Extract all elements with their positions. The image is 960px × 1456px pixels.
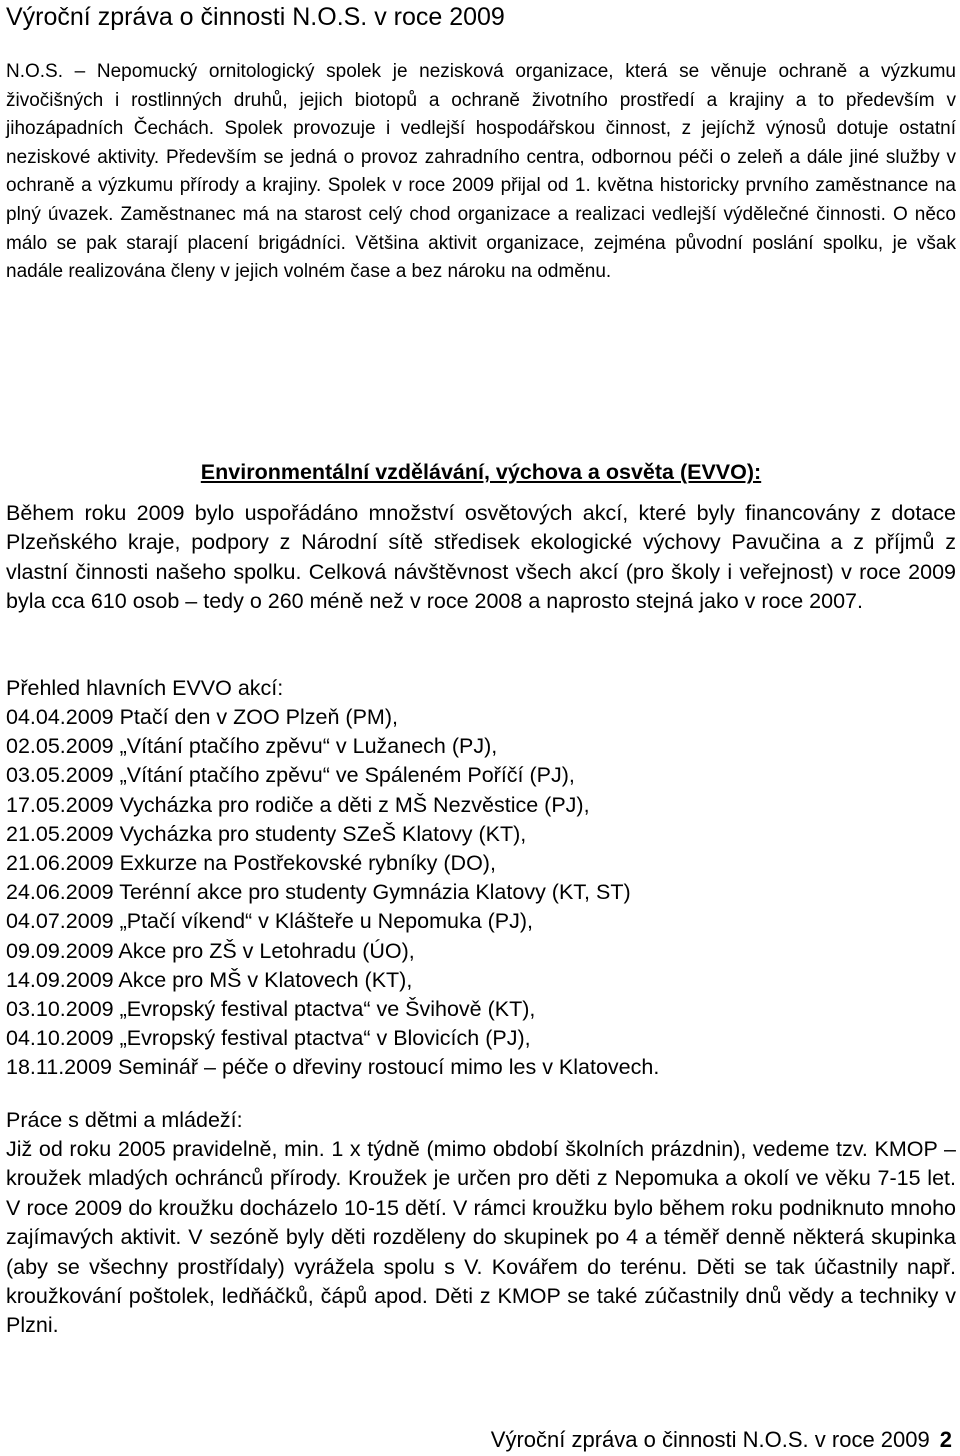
intro-paragraph: N.O.S. – Nepomucký ornitologický spolek je nezisková organizace, která se věnuje ochraně a výzkumu živočišných i rostlinných druhů, jejich biotopů a ochraně životního prostředí a krajiny a to především v jihozápadních Čechách. Spolek provozuje i vedlejší hospodářskou činnost, z jejíchž výnosů dotuje ostatní neziskové aktivity. Především se jedná o provoz zahradního centra, odbornou péči o zeleň a dále jiné služby v ochraně a výzkumu přírody a krajiny. Spolek v roce 2009 přijal od 1. května historicky prvního zaměstnance na plný úvazek. Zaměstnanec má na starost celý chod organizace a realizaci vedlejší výdělečné činnosti. O něco málo se pak starají placení brigádníci. Většina aktivit organizace, zejména původní poslání spolku, je však nadále realizována členy v jejich volném čase a bez nároku na odměnu. — [6, 61, 956, 283]
list-item: 09.09.2009 Akce pro ZŠ v Letohradu (ÚO), — [6, 938, 415, 963]
list-item: 02.05.2009 „Vítání ptačího zpěvu“ v Lužanech (PJ), — [6, 734, 498, 759]
list-item: 21.05.2009 Vycházka pro studenty SZeŠ Klatovy (KT), — [6, 821, 527, 846]
youth-label: Práce s dětmi a mládeží: — [6, 1108, 243, 1132]
events-list — [6, 703, 659, 1083]
youth-paragraph: Již od roku 2005 pravidelně, min. 1 x týdně (mimo období školních prázdnin), vedeme tzv. KMOP – kroužek mladých ochránců přírody. Kroužek je určen pro děti z Nepomuka a okolí ve věku 7-15 let. V roce 2009 do kroužku docházelo 10-15 dětí. V rámci kroužku bylo během roku podniknuto mnoho zajímavých aktivit. V sezóně byly děti rozděleny do skupinek po 4 a téměř denně některá skupinka (aby se všechny prostřídaly) vyrážela spolu s V. Kovářem do terénu. Děti se tak účastnily např. kroužkování poštolek, ledňáčků, čápů apod. Děti z KMOP se také zúčastnily dnů vědy a techniky v Plzni. — [6, 1137, 956, 1338]
list-item: 04.10.2009 „Evropský festival ptactva“ v Blovicích (PJ), — [6, 1026, 531, 1051]
list-item: 21.06.2009 Exkurze na Postřekovské rybníky (DO), — [6, 851, 496, 876]
list-item: 24.06.2009 Terénní akce pro studenty Gymnázia Klatovy (KT, ST) — [6, 880, 631, 905]
evvo-heading: Environmentální vzdělávání, výchova a osvěta (EVVO): — [200, 460, 762, 484]
list-item: 03.10.2009 „Evropský festival ptactva“ ve Švihově (KT), — [6, 997, 536, 1022]
events-label: Přehled hlavních EVVO akcí: — [6, 676, 284, 700]
list-item: 04.04.2009 Ptačí den v ZOO Plzeň (PM), — [6, 705, 398, 729]
document-title: Výroční zpráva o činnosti N.O.S. v roce 2009 — [6, 3, 505, 31]
list-item: 18.11.2009 Seminář – péče o dřeviny rostoucí mimo les v Klatovech. — [6, 1055, 660, 1080]
page-number: 2 — [939, 1427, 952, 1452]
page-footer — [491, 1426, 952, 1454]
evvo-paragraph: Během roku 2009 bylo uspořádáno množství osvětových akcí, které byly financovány z dotace Plzeňského kraje, podpory z Národní sítě středisek ekologické výchovy Pavučina a z příjmů z vlastní činnosti našeho spolku. Celková návštěvnost všech akcí (pro školy i veřejnost) v roce 2009 byla cca 610 osob – tedy o 260 méně než v roce 2008 a naprosto stejná jako v roce 2007. — [6, 501, 956, 614]
list-item: 17.05.2009 Vycházka pro rodiče a děti z MŠ Nezvěstice (PJ), — [6, 792, 590, 817]
footer-text: Výroční zpráva o činnosti N.O.S. v roce 2009 — [490, 1427, 930, 1452]
list-item: 03.05.2009 „Vítání ptačího zpěvu“ ve Spáleném Poříčí (PJ), — [6, 763, 575, 788]
list-item: 04.07.2009 „Ptačí víkend“ v Klášteře u Nepomuka (PJ), — [6, 909, 534, 934]
list-item: 14.09.2009 Akce pro MŠ v Klatovech (KT), — [6, 967, 413, 992]
